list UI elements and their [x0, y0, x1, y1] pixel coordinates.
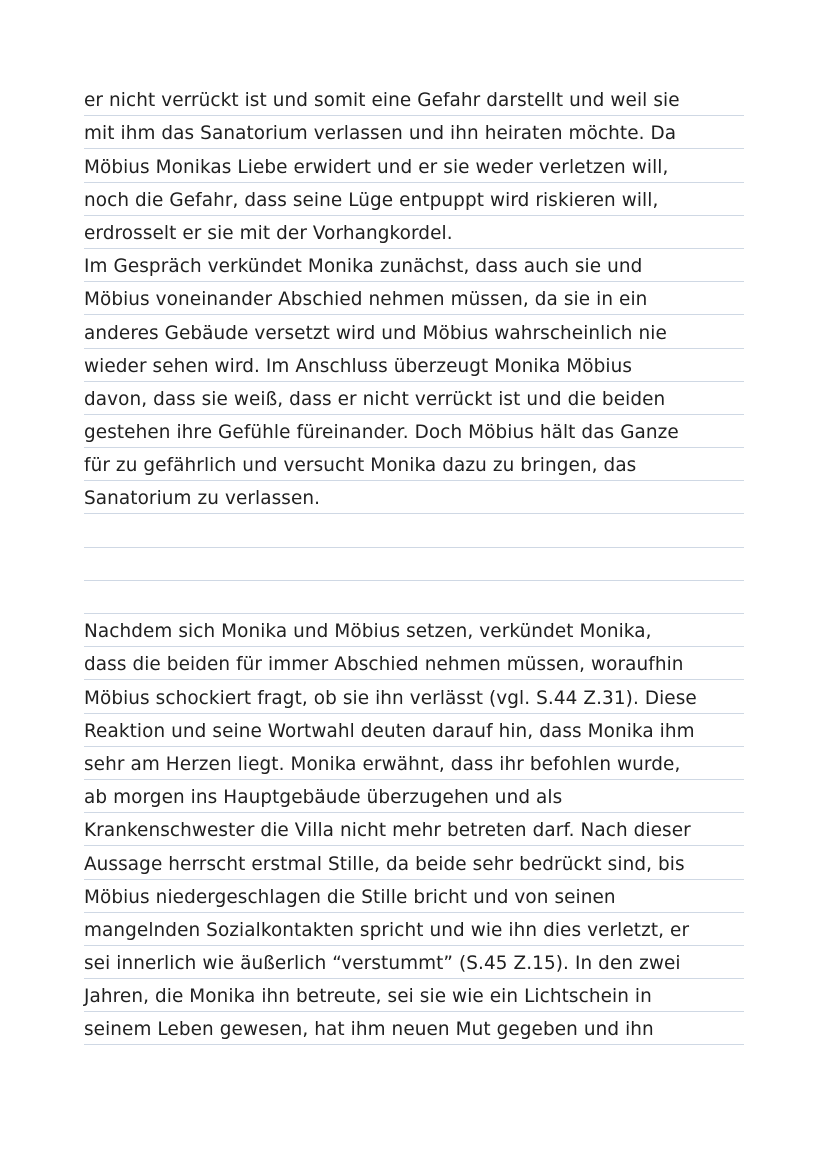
text-line: Reaktion und seine Wortwahl deuten darauf hin, dass Monika ihm	[84, 720, 695, 742]
text-line: für zu gefährlich und versucht Monika dazu zu bringen, das	[84, 455, 637, 477]
text-line: gestehen ihre Gefühle füreinander. Doch Möbius hält das Ganze	[84, 422, 679, 444]
text-line: Sanatorium zu verlassen.	[84, 488, 321, 510]
text-line: Möbius Monikas Liebe erwidert und er sie weder verletzen will,	[84, 156, 669, 178]
ruled-line	[84, 448, 744, 481]
text-line: mangelnden Sozialkontakten spricht und wie ihn dies verletzt, er	[84, 919, 690, 941]
text-line: sei innerlich wie äußerlich “verstummt” (S.45 Z.15). In den zwei	[84, 953, 681, 975]
ruled-line	[84, 183, 744, 216]
ruled-text-area	[84, 83, 744, 1045]
ruled-line	[84, 780, 744, 813]
ruled-line	[84, 680, 744, 713]
text-line: mit ihm das Sanatorium verlassen und ihn heiraten möchte. Da	[84, 123, 677, 145]
text-line: noch die Gefahr, dass seine Lüge entpuppt wird riskieren will,	[84, 189, 659, 211]
text-line: er nicht verrückt ist und somit eine Gefahr darstellt und weil sie	[84, 90, 680, 112]
ruled-line	[84, 614, 744, 647]
text-line: Jahren, die Monika ihn betreute, sei sie wie ein Lichtschein in	[84, 986, 652, 1008]
text-line: anderes Gebäude versetzt wird und Möbius wahrscheinlich nie	[84, 322, 667, 344]
text-line: wieder sehen wird. Im Anschluss überzeugt Monika Möbius	[84, 355, 633, 377]
ruled-line	[84, 216, 744, 249]
text-line: erdrosselt er sie mit der Vorhangkordel.	[84, 222, 453, 244]
text-line: Nachdem sich Monika und Möbius setzen, verkündet Monika,	[84, 621, 652, 643]
ruled-line	[84, 647, 744, 680]
text-line: Möbius voneinander Abschied nehmen müssen, da sie in ein	[84, 289, 648, 311]
ruled-line	[84, 481, 744, 514]
ruled-line	[84, 315, 744, 348]
text-line: Im Gespräch verkündet Monika zunächst, dass auch sie und	[84, 256, 643, 278]
ruled-line	[84, 747, 744, 780]
ruled-line	[84, 382, 744, 415]
text-line: davon, dass sie weiß, dass er nicht verrückt ist und die beiden	[84, 388, 666, 410]
ruled-line	[84, 116, 744, 149]
ruled-line	[84, 813, 744, 846]
ruled-line	[84, 415, 744, 448]
ruled-line	[84, 249, 744, 282]
text-line: Möbius schockiert fragt, ob sie ihn verlässt (vgl. S.44 Z.31). Diese	[84, 687, 697, 709]
ruled-line	[84, 282, 744, 315]
ruled-line	[84, 913, 744, 946]
ruled-line	[84, 714, 744, 747]
text-line: Krankenschwester die Villa nicht mehr betreten darf. Nach dieser	[84, 820, 691, 842]
text-line: Möbius niedergeschlagen die Stille bricht und von seinen	[84, 886, 616, 908]
text-line: ab morgen ins Hauptgebäude überzugehen und als	[84, 787, 563, 809]
text-line: seinem Leben gewesen, hat ihm neuen Mut gegeben und ihn	[84, 1019, 654, 1041]
ruled-line	[84, 979, 744, 1012]
text-line: sehr am Herzen liegt. Monika erwähnt, dass ihr befohlen wurde,	[84, 753, 681, 775]
ruled-line	[84, 349, 744, 382]
ruled-line	[84, 880, 744, 913]
ruled-line	[84, 946, 744, 979]
ruled-line	[84, 83, 744, 116]
ruled-line	[84, 514, 744, 547]
text-line: Aussage herrscht erstmal Stille, da beide sehr bedrückt sind, bis	[84, 853, 685, 875]
ruled-line	[84, 581, 744, 614]
ruled-line	[84, 1012, 744, 1045]
ruled-line	[84, 149, 744, 182]
text-line: dass die beiden für immer Abschied nehmen müssen, woraufhin	[84, 654, 684, 676]
ruled-line	[84, 846, 744, 879]
ruled-line	[84, 548, 744, 581]
